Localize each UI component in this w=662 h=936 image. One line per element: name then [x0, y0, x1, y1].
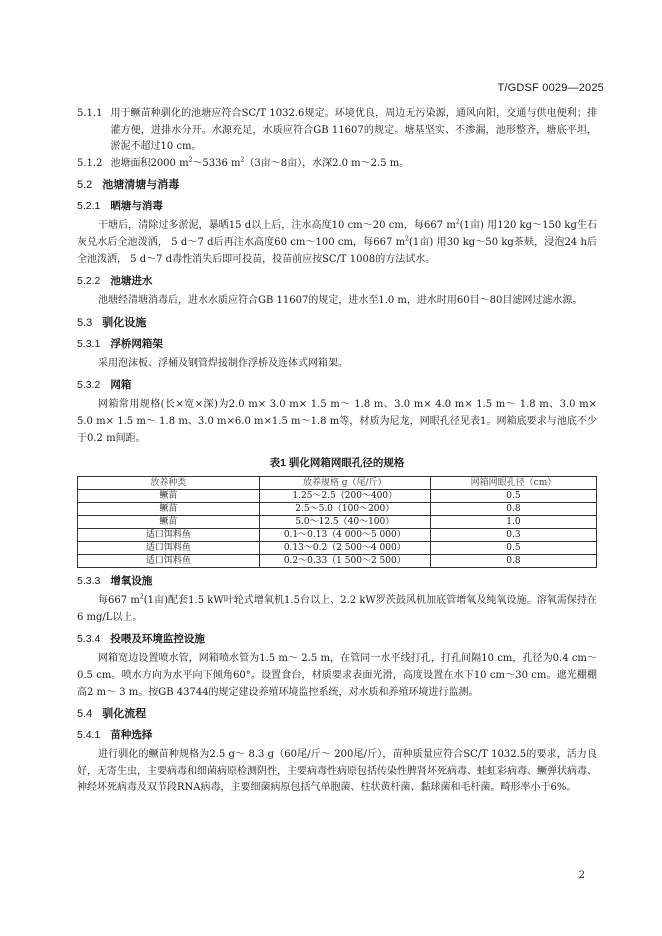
subsection-heading-5-3-2	[77, 377, 597, 393]
subsection-heading-5-4-1	[77, 727, 597, 743]
table-cell: 0.5	[430, 542, 596, 555]
table-cell: 0.13～0.2（2 500～4 000）	[259, 542, 430, 555]
table-cell: 鳜苗	[78, 503, 260, 516]
table-cell: 1.25～2.5（200～400）	[259, 490, 430, 503]
section-title: 驯化流程	[102, 708, 147, 721]
subsection-number: 5.2.2	[77, 275, 101, 288]
superscript: 2	[188, 156, 193, 164]
paragraph-5-4-1: 进行驯化的鳜苗种规格为2.5 g～ 8.3 g（60尾/斤～ 200尾/斤），苗种质量应符合SC/T 1032.5的要求，活力良好，无寄生虫，主要病毒和细菌病原检测阴性，主要病毒性病原包括传染性脾肾坏死病毒、蛙虹彩病毒、鳜弹状病毒、神经坏死病毒及双节段RNA病毒，主要细菌病原包括气单胞菌、柱状黄杆菌、黏球菌和毛杆菌。畸形率小于6%。	[77, 749, 597, 794]
subsection-number: 5.3.2	[77, 379, 101, 392]
table-cell: 鳜苗	[78, 490, 260, 503]
subsection-title: 增氧设施	[110, 575, 153, 588]
table-cell: 1.0	[430, 516, 596, 529]
section-number: 5.3	[77, 316, 93, 329]
table-cell: 适口饵料鱼	[78, 555, 260, 568]
table-header-cell: 放养规格 g（尾/斤）	[259, 477, 430, 490]
clause-5-1-2	[77, 156, 597, 173]
subsection-title: 投喂及环境监控设施	[110, 633, 205, 646]
section-heading-5-3	[77, 315, 597, 331]
table-cell: 适口饵料鱼	[78, 542, 260, 555]
table-cell: 0.8	[430, 503, 596, 516]
paragraph-5-3-2: 网箱常用规格(长×宽×深)为2.0 m× 3.0 m× 1.5 m～ 1.8 m、3.0 m× 4.0 m× 1.5 m～ 1.8 m、3.0 m× 5.0 m× 1.5 m～ 1.8 m、3.0 m×6.0 m×1.5 m～1.8 m等，材质为尼龙，网眼孔径见表1。网箱底要求与池底不少于0.2 m间距。	[77, 399, 597, 444]
table-cell: 0.8	[430, 555, 596, 568]
subsection-title: 网箱	[110, 379, 132, 392]
subsection-title: 苗种选择	[110, 729, 153, 742]
text-run: （3亩～8亩），水深2.0 m～2.5 m。	[244, 157, 410, 169]
section-number: 5.2	[77, 179, 93, 192]
subsection-title: 池塘进水	[110, 275, 153, 288]
text-run: (1亩) 用120 kg～150 kg生石灰兑水后全池泼洒， 5 d～7 d后再注水高度60 cm～100 cm，每667 m	[77, 220, 598, 248]
table-cell: 适口饵料鱼	[78, 529, 260, 542]
subsection-heading-5-3-3	[77, 573, 597, 589]
clause-text: 用于鳜苗种驯化的池塘应符合SC/T 1032.6规定。环境优良，周边无污染源，通风向阳，交通与供电便利；排灌方便，进排水分开。水源充足，水质应符合GB 11607的规定。塘基坚实、不渗漏，池形整齐，塘底平坦，淤泥不超过10 cm。	[110, 108, 597, 153]
table-header-cell: 网箱网眼孔径（cm）	[430, 477, 596, 490]
section-number: 5.4	[77, 708, 93, 721]
text-run: (1亩) 用30 kg～50 kg茶麸，浸泡24 h后全池泼洒， 5 d～7 d毒性消失后即可投苗，投苗前应按SC/T 1008的方法试水。	[77, 236, 597, 265]
subsection-heading-5-3-4	[77, 631, 597, 647]
clause-number: 5.1.1	[77, 108, 103, 119]
paragraph-5-3-3	[77, 593, 597, 626]
text-run: 池塘面积2000 m	[110, 157, 189, 169]
text-run: 干塘后，清除过多淤泥，暴晒15 d以上后，注水高度10 cm～20 cm，每667 m	[98, 220, 456, 232]
superscript: 2	[405, 235, 409, 243]
table-caption: 表1 驯化网箱网眼孔径的规格	[269, 457, 405, 470]
table-cell: 5.0～12.5（40～100）	[259, 516, 430, 529]
subsection-title: 晒塘与消毒	[110, 200, 163, 213]
subsection-heading-5-2-2	[77, 273, 597, 289]
table-cell: 0.5	[430, 490, 596, 503]
subsection-heading-5-3-1	[77, 336, 597, 352]
paragraph-5-2-2: 池塘经清塘消毒后，进水水质应符合GB 11607的规定，进水至1.0 m，进水时用60目～80目滤网过滤水源。	[98, 295, 583, 307]
superscript: 2	[455, 219, 460, 227]
subsection-number: 5.4.1	[77, 729, 101, 742]
table-cell: 0.3	[430, 529, 596, 542]
section-heading-5-4	[77, 706, 597, 722]
table-cell: 0.2～0.33（1 500～2 500）	[259, 555, 430, 568]
document-code: T/GDSF 0029—2025	[497, 82, 604, 94]
text-run: ～5336 m	[192, 157, 241, 169]
paragraph-5-3-4: 网箱宽边设置喷水管，网箱喷水管为1.5 m～ 2.5 m，在管同一水平线打孔，打孔间隔10 cm，孔径为0.4 cm～ 0.5 cm。喷水方向为水平向下倾角60°。设置食台，材质要求表面光滑，高度设置在水下10 cm～30 cm。遮光棚棚高2 m～ 3 m。按GB 43744的规定建设养殖环境监控系统，对水质和养殖环境进行监测。	[77, 653, 597, 698]
text-run: (1亩)配套1.5 kW叶轮式增氧机1.5台以上、2.2 kW罗茨鼓风机加底管增氧及纯氧设施。溶氧需保持在6 mg/L以上。	[77, 595, 597, 623]
table-cell: 鳜苗	[78, 516, 260, 529]
subsection-number: 5.3.1	[77, 337, 101, 350]
superscript: 2	[139, 593, 144, 601]
subsection-number: 5.2.1	[77, 200, 101, 213]
table-row	[78, 516, 597, 529]
subsection-heading-5-2-1	[77, 198, 597, 214]
paragraph-5-3-1: 采用泡沫板、浮桶及钢管焊接制作浮桥及连体式网箱架。	[98, 357, 348, 369]
table-row	[78, 529, 597, 542]
table-row	[78, 542, 597, 555]
mesh-size-table	[77, 476, 597, 568]
section-title: 驯化设施	[102, 316, 147, 329]
subsection-title: 浮桥网箱架	[110, 337, 163, 350]
document-body	[77, 106, 597, 797]
table-header-row	[78, 477, 597, 490]
table-row	[78, 503, 597, 516]
clause-number: 5.1.2	[77, 157, 103, 169]
clause-text	[110, 156, 597, 173]
text-run: 每667 m	[98, 595, 140, 607]
subsection-number: 5.3.4	[77, 633, 101, 646]
subsection-number: 5.3.3	[77, 575, 101, 588]
table-row	[78, 555, 597, 568]
table-row	[78, 490, 597, 503]
table-header-cell: 放养种类	[78, 477, 260, 490]
paragraph-5-2-1	[77, 218, 597, 268]
superscript: 2	[240, 156, 245, 164]
page-number: 2	[578, 870, 585, 881]
table-cell: 0.1～0.13（4 000～5 000）	[259, 529, 430, 542]
table-cell: 2.5～5.0（100～200）	[259, 503, 430, 516]
section-title: 池塘清塘与消毒	[102, 179, 180, 192]
section-heading-5-2	[77, 177, 597, 193]
clause-5-1-1	[77, 106, 597, 156]
